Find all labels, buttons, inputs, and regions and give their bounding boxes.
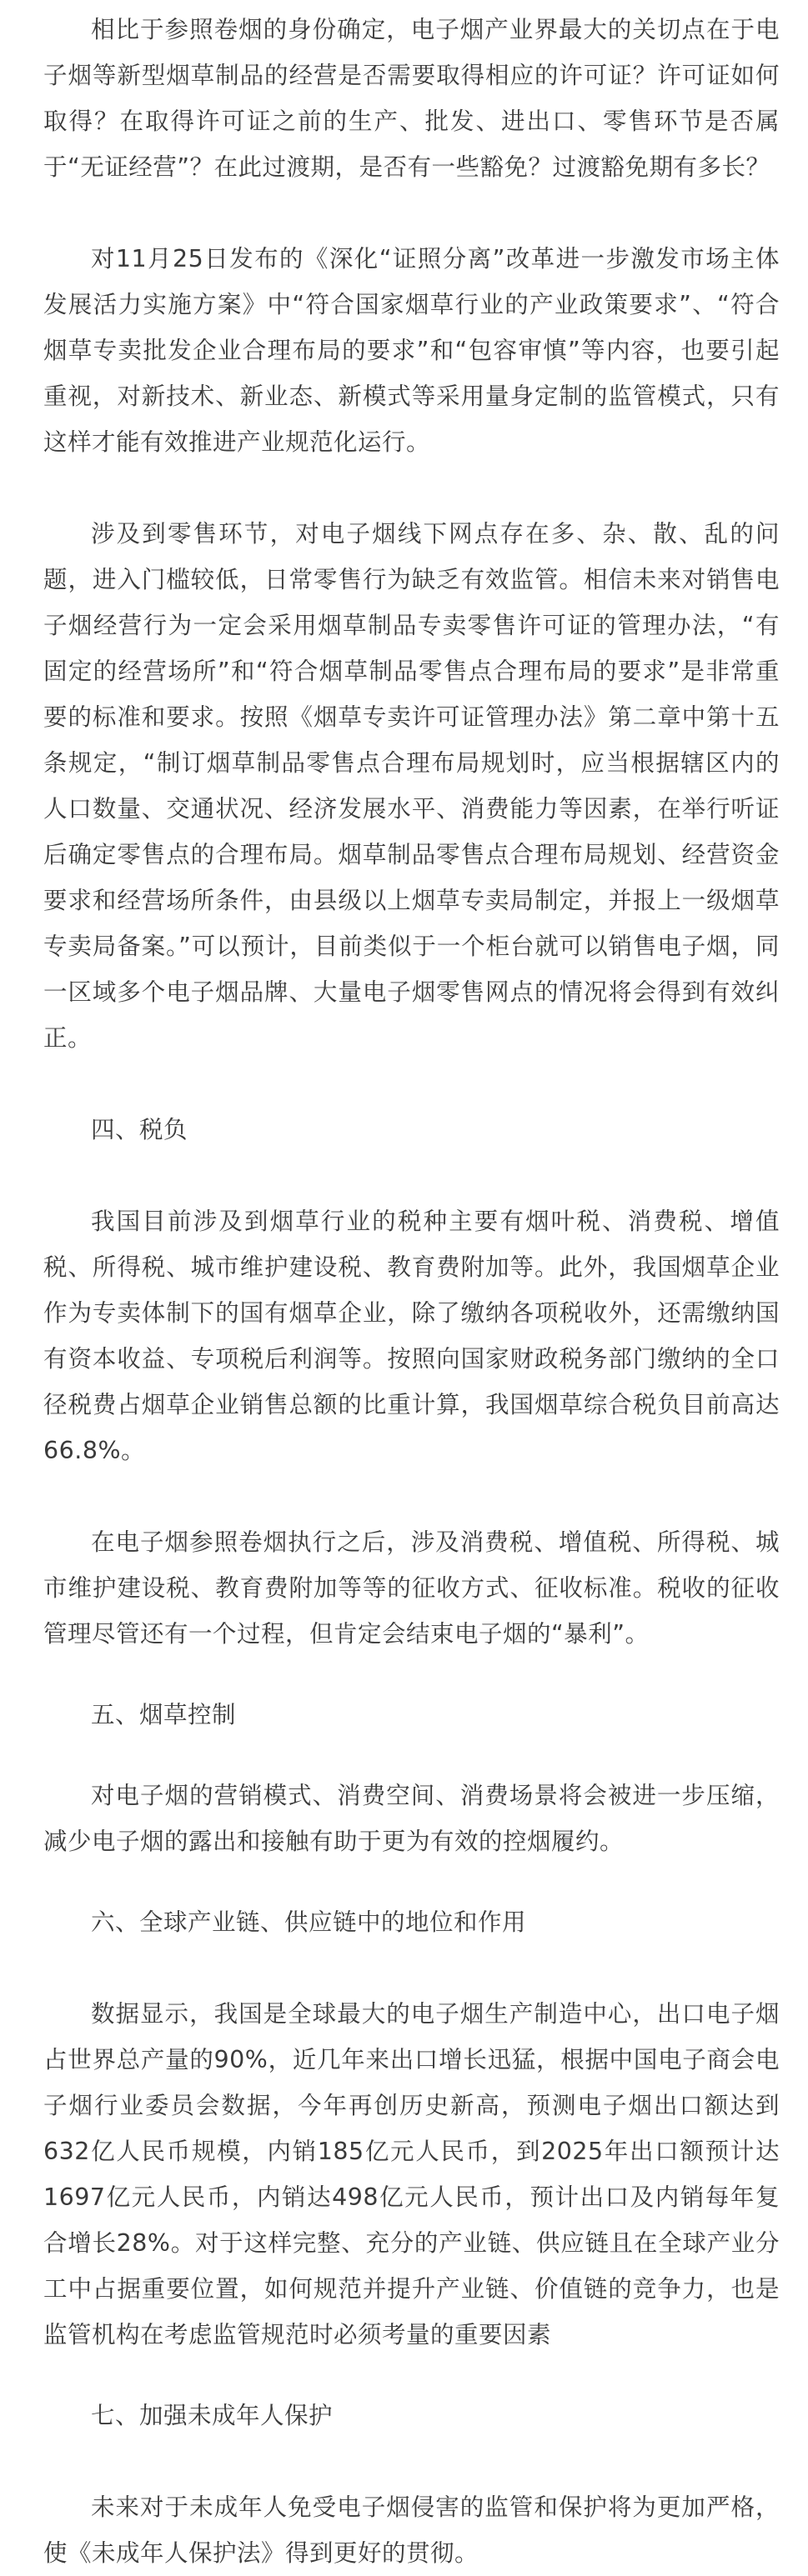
paragraph-tax-collection: 在电子烟参照卷烟执行之后，涉及消费税、增值税、所得税、城市维护建设税、教育费附加等等的征收方式、征收标准。税收的征收管理尽管还有一个过程，但肯定会结束电子烟的“暴利”。: [43, 1528, 780, 1648]
section-heading-supply-chain: 六、全球产业链、供应链中的地位和作用: [91, 1908, 527, 1936]
paragraph-retail: 涉及到零售环节，对电子烟线下网点存在多、杂、散、乱的问题，进入门槛较低，日常零售行为缺乏有效监管。相信未来对销售电子烟经营行为一定会采用烟草制品专卖零售许可证的管理办法，“有固定的经营场所”和“符合烟草制品零售点合理布局的要求”是非常重要的标准和要求。按照《烟草专卖许可证管理办法》第二章中第十五条规定，“制订烟草制品零售点合理布局规划时，应当根据辖区内的人口数量、交通状况、经济发展水平、消费能力等因素，在举行听证后确定零售点的合理布局。烟草制品零售点合理布局规划、经营资金要求和经营场所条件，由县级以上烟草专卖局制定，并报上一级烟草专卖局备案。”可以预计，目前类似于一个柜台就可以销售电子烟，同一区域多个电子烟品牌、大量电子烟零售网点的情况将会得到有效纠正。: [43, 520, 780, 1052]
paragraph-tax-types: 我国目前涉及到烟草行业的税种主要有烟叶税、消费税、增值税、所得税、城市维护建设税、教育费附加等。此外，我国烟草企业作为专卖体制下的国有烟草企业，除了缴纳各项税收外，还需缴纳国有资本收益、专项税后利润等。按照向国家财政税务部门缴纳的全口径税费占烟草企业销售总额的比重计算，我国烟草综合税负目前高达66.8%。: [43, 1208, 780, 1464]
paragraph-minor-protection: 未来对于未成年人免受电子烟侵害的监管和保护将为更加严格，使《未成年人保护法》得到更好的贯彻。: [43, 2493, 780, 2567]
article-body: [43, 0, 780, 2576]
paragraph-reform-plan: 对11月25日发布的《深化“证照分离”改革进一步激发市场主体发展活力实施方案》中“符合国家烟草行业的产业政策要求”、“符合烟草专卖批发企业合理布局的要求”和“包容审慎”等内容，也要引起重视，对新技术、新业态、新模式等采用量身定制的监管模式，只有这样才能有效推进产业规范化运行。: [43, 245, 780, 456]
section-heading-minor-protection: 七、加强未成年人保护: [91, 2402, 334, 2429]
paragraph-tobacco-control: 对电子烟的营销模式、消费空间、消费场景将会被进一步压缩，减少电子烟的露出和接触有助于更为有效的控烟履约。: [43, 1782, 780, 1855]
paragraph-supply-chain: 数据显示，我国是全球最大的电子烟生产制造中心，出口电子烟占世界总产量的90%，近几年来出口增长迅猛，根据中国电子商会电子烟行业委员会数据，今年再创历史新高，预测电子烟出口额达到632亿人民币规模，内销185亿元人民币，到2025年出口额预计达1697亿元人民币，内销达498亿元人民币，预计出口及内销每年复合增长28%。对于这样完整、充分的产业链、供应链且在全球产业分工中占据重要位置，如何规范并提升产业链、价值链的竞争力，也是监管机构在考虑监管规范时必须考量的重要因素: [43, 2000, 780, 2348]
section-heading-tax: 四、税负: [91, 1116, 188, 1143]
section-heading-tobacco-control: 五、烟草控制: [91, 1701, 237, 1728]
paragraph-license-question: 相比于参照卷烟的身份确定，电子烟产业界最大的关切点在于电子烟等新型烟草制品的经营是否需要取得相应的许可证？许可证如何取得？在取得许可证之前的生产、批发、进出口、零售环节是否属于“无证经营”？在此过渡期，是否有一些豁免？过渡豁免期有多长？: [43, 16, 780, 181]
